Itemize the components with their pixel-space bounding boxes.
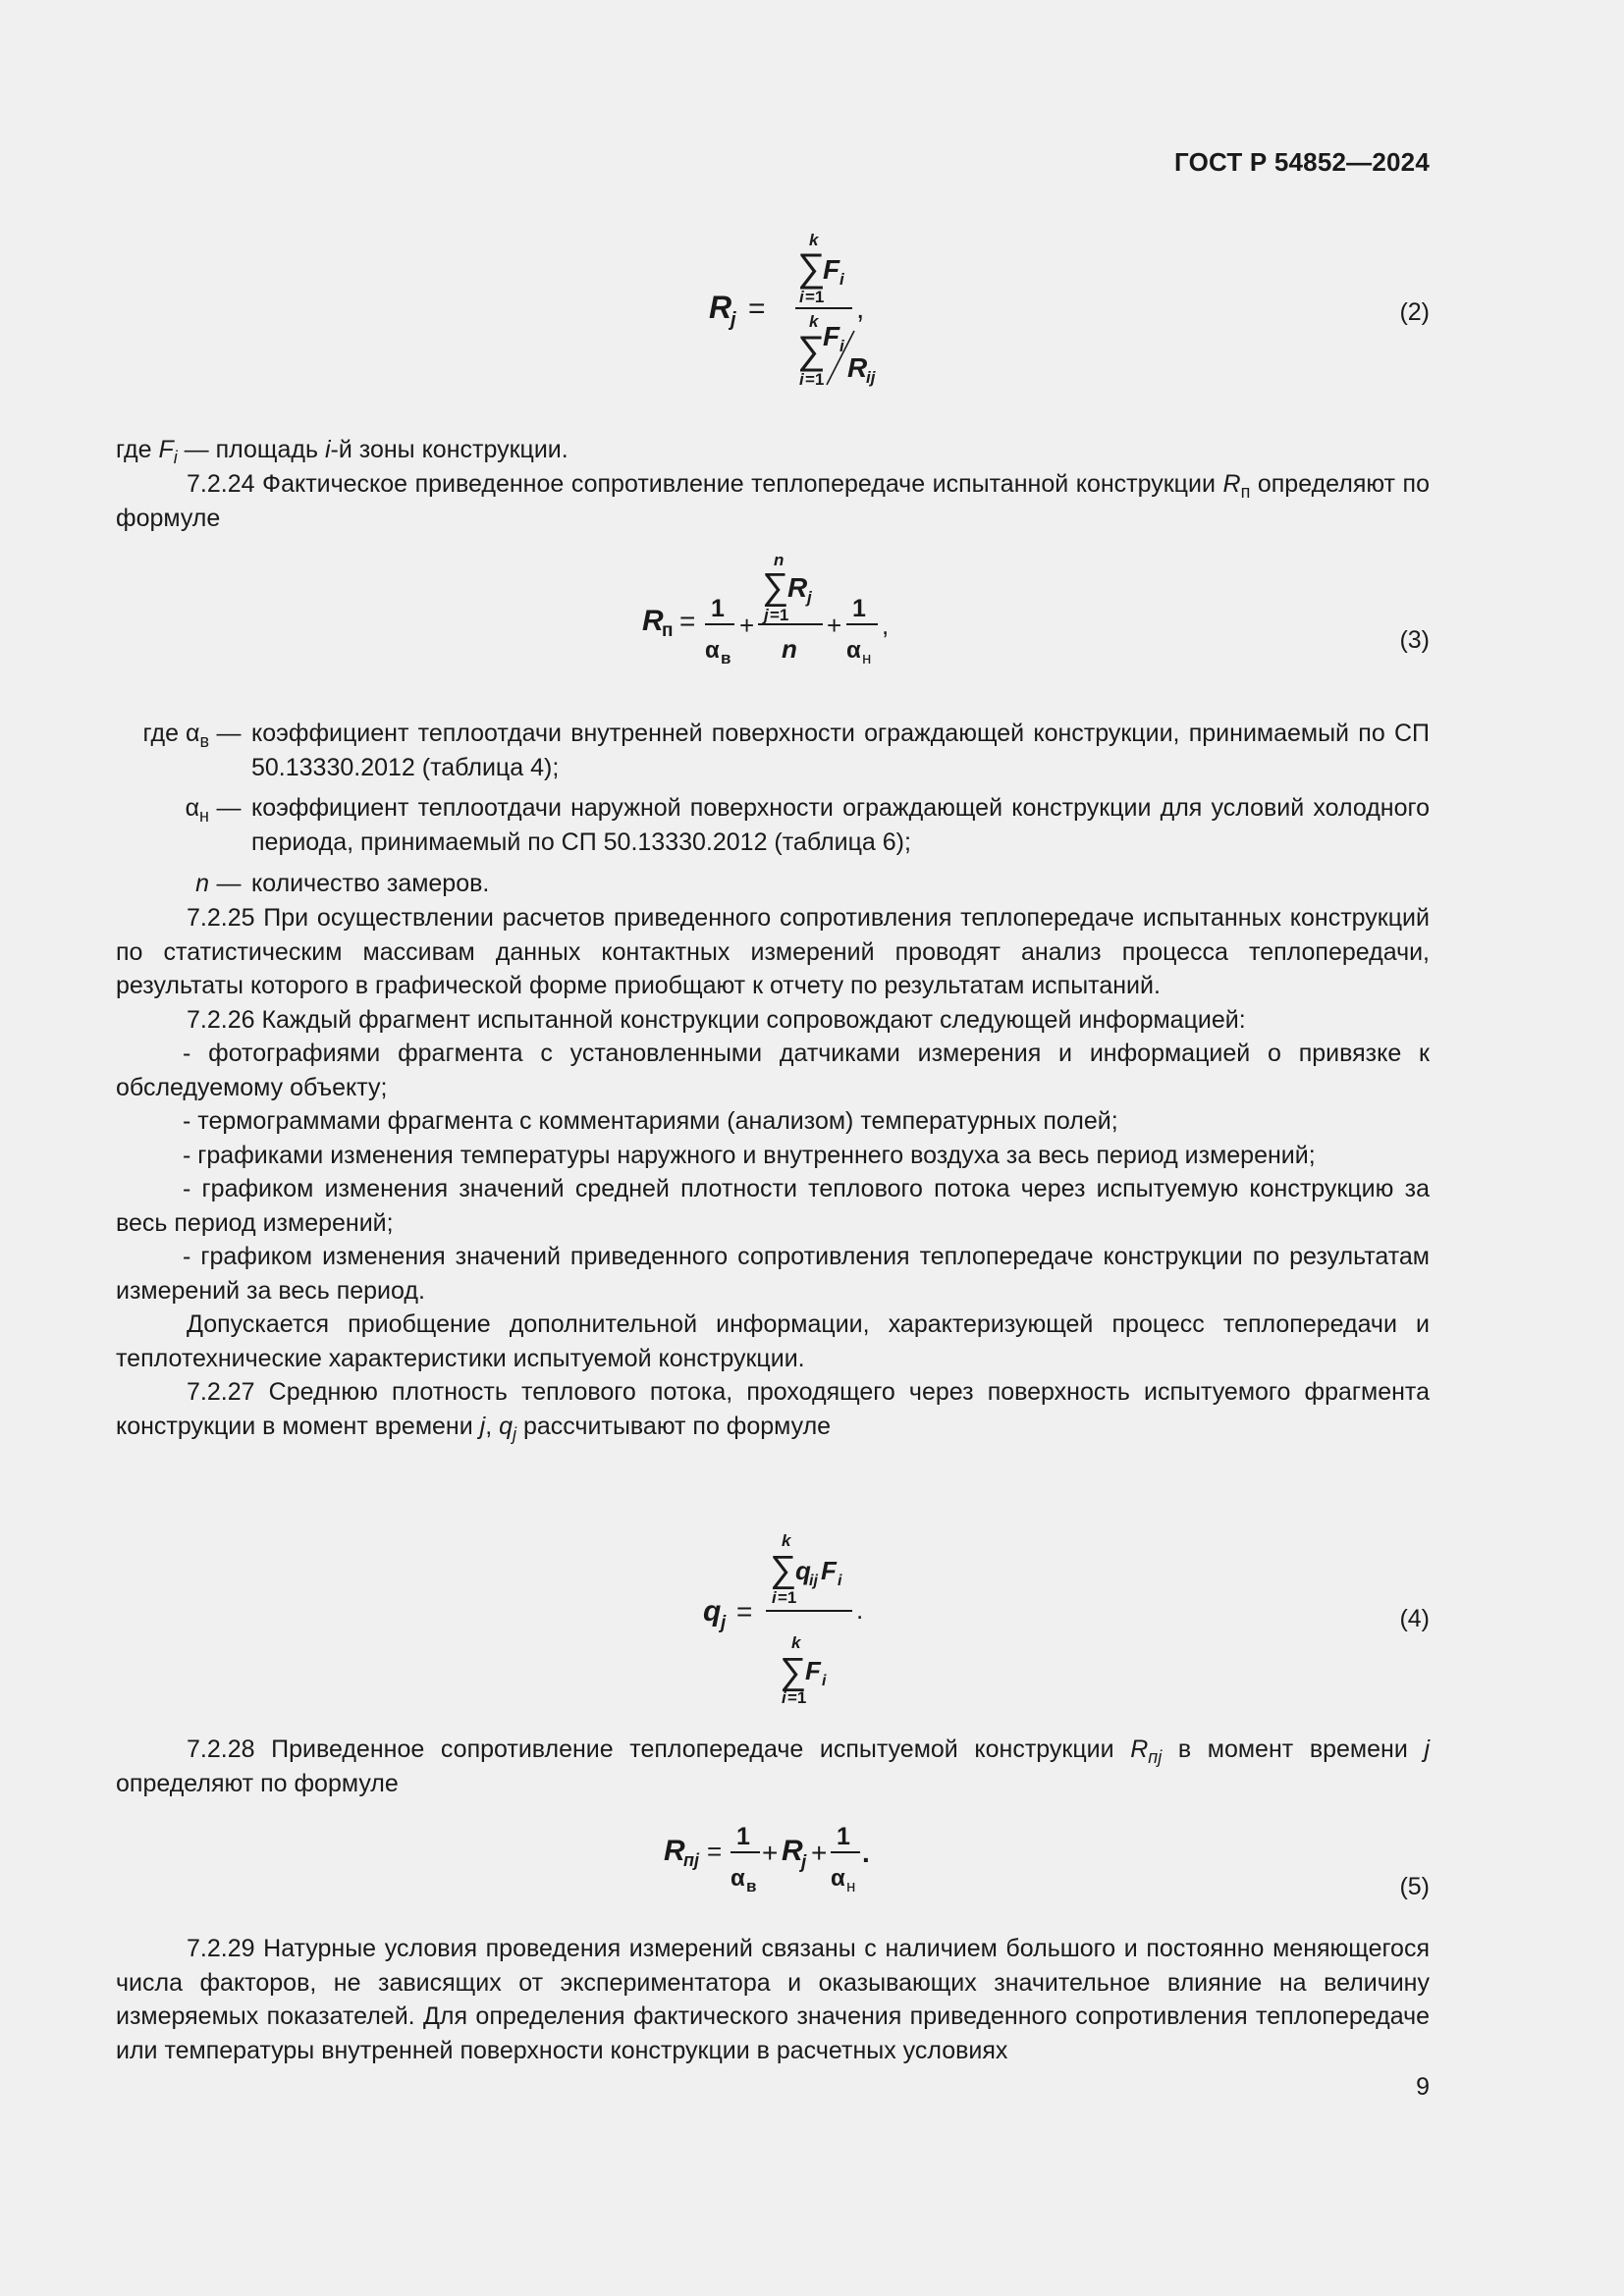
svg-text:j: j [801,1852,807,1873]
svg-text:=1: =1 [787,1688,807,1707]
svg-text:+: + [811,1838,828,1868]
svg-text:=: = [748,293,766,325]
formula-number: (5) [1399,1873,1430,1900]
svg-text:n: n [774,551,785,569]
svg-text:в: в [746,1877,757,1896]
formula-number: (3) [1399,626,1430,654]
svg-text:+: + [762,1838,779,1868]
formula-5-graphic [660,1811,915,1909]
svg-text:п: п [662,620,674,641]
svg-text:ij: ij [866,368,876,387]
svg-text:i: i [782,1688,786,1707]
svg-text:q: q [703,1595,722,1628]
paragraph-7-2-26: 7.2.26 Каждый фрагмент испытанной конструкции сопровождают следующей информацией: [187,1005,1246,1034]
paragraph-7-2-27: 7.2.27 Среднюю плотность теплового потока, проходящего через поверхность испытуемого фрагмента конструкции в момент времени j, $q_j$ рассчитывают по формуле [116,1378,1430,1444]
paragraph-7-2-29: 7.2.29 Натурные условия проведения измерений связаны с наличием большого и постоянно меняющегося числа факторов, не зависящих от экспериментатора и оказывающих значительное влияние на величину измеряемых показателей. Для определения фактического значения приведенного сопротивления теплопередаче или температуры внутренней поверхности конструкции в расчетных условиях [116,1935,1430,2064]
svg-text:=1: =1 [805,288,825,306]
svg-text:1: 1 [711,595,725,622]
svg-text:R: R [664,1835,685,1867]
svg-text:F: F [823,254,840,285]
paragraph-7-2-24: 7.2.24 Фактическое приведенное сопротивление теплопередаче испытанной конструкции $R_п$ определяют по формуле [116,470,1430,532]
formula-3 [116,550,1430,677]
svg-text:∑: ∑ [762,566,789,608]
svg-text:α: α [705,637,720,664]
formula-2-graphic [687,228,982,404]
svg-text:=: = [679,606,696,636]
svg-text:i: i [839,337,844,355]
svg-text:q: q [795,1556,811,1585]
svg-text:k: k [782,1531,791,1550]
svg-text:пj: пj [683,1850,699,1870]
svg-text:н: н [862,649,872,667]
list-item: - графиками изменения температуры наружного и внутреннего воздуха за весь период измерений; [183,1141,1316,1169]
svg-text:α: α [731,1865,745,1892]
list-item: - термограммами фрагмента с комментариями (анализом) температурных полей; [183,1107,1118,1135]
svg-text:R: R [787,572,808,603]
svg-text:∑: ∑ [770,1549,797,1590]
svg-text:i: i [772,1588,777,1607]
svg-text:1: 1 [837,1823,850,1850]
svg-text:R: R [847,352,868,383]
where-item-n: n — количество замеров. [195,870,490,897]
formula-2 [116,228,1430,404]
svg-text:i: i [838,1573,842,1589]
svg-text:+: + [739,611,755,640]
svg-text:=1: =1 [805,370,825,389]
svg-text:+: + [827,611,842,640]
svg-text:=1: =1 [778,1588,797,1607]
svg-text:.: . [862,1838,870,1868]
paragraph-allowed: Допускается приобщение дополнительной информации, характеризующей процесс теплопередачи и теплотехнические характеристики испытуемой конструкции. [116,1310,1430,1372]
formula-3-graphic [638,550,972,677]
formula-4 [116,1526,1430,1708]
svg-text:R: R [782,1835,803,1867]
where-item-alpha-v: где $\alpha_в$ — коэффициент теплоотдачи внутренней поверхности ограждающей конструкции, принимаемый по СП 50.13330.2012 (таблица 4); [142,720,1430,781]
svg-text:j: j [807,588,812,607]
svg-text:α: α [831,1865,845,1892]
svg-text:i: i [839,270,844,289]
svg-text:n: n [782,634,797,664]
page-number: 9 [1416,2073,1430,2101]
svg-text:=: = [736,1596,753,1627]
svg-text:в: в [721,649,731,667]
document-header: ГОСТ Р 54852—2024 [1174,147,1430,177]
svg-text:i: i [822,1673,827,1689]
svg-text:j: j [721,1613,727,1633]
list-item: - фотографиями фрагмента с установленными датчиками измерения и информацией о привязке к обследуемому объекту; [116,1040,1430,1101]
svg-text:α: α [846,637,861,664]
svg-text:F: F [823,321,840,351]
svg-text:=1: =1 [770,606,789,624]
body-block [116,901,1430,1443]
svg-text:j: j [731,309,736,331]
paragraph-7-2-28: 7.2.28 Приведенное сопротивление теплопередаче испытуемой конструкции $R_{пj}$ в момент времени j определяют по формуле [116,1735,1430,1797]
formula-number: (4) [1399,1605,1430,1632]
svg-text:,: , [856,293,865,325]
svg-text:1: 1 [852,595,866,622]
svg-text:F: F [805,1656,821,1685]
svg-text:i: i [799,288,804,306]
svg-text:F: F [821,1556,837,1585]
svg-text:i: i [799,370,804,389]
where-F-text: где $F_i$ — площадь i-й зоны конструкции. [116,436,568,467]
svg-text:∑: ∑ [797,329,826,372]
svg-text:k: k [791,1633,801,1652]
svg-text:R: R [642,605,664,637]
list-item: - графиком изменения значений приведенного сопротивления теплопередаче конструкции по результатам измерений за весь период. [116,1243,1430,1305]
svg-text:ij: ij [809,1573,818,1589]
svg-text:k: k [809,231,819,249]
svg-text:.: . [856,1595,864,1625]
formula-5 [116,1811,1430,1909]
svg-text:1: 1 [736,1823,750,1850]
where-item-alpha-n: $\alpha_н$ — коэффициент теплоотдачи наружной поверхности ограждающей конструкции для условий холодного периода, принимаемый по СП 50.13330.2012 (таблица 6); [185,794,1430,856]
svg-text:j: j [764,606,769,624]
formula-number: (2) [1399,298,1430,326]
svg-text:∑: ∑ [797,246,826,290]
list-item: - графиком изменения значений средней плотности теплового потока через испытуемую конструкцию за весь период измерений; [116,1175,1430,1237]
svg-text:=: = [707,1837,723,1866]
svg-text:R: R [709,290,732,325]
formula-4-graphic [695,1526,990,1708]
svg-text:∑: ∑ [780,1651,807,1692]
svg-text:k: k [809,312,819,331]
svg-text:,: , [882,611,890,640]
paragraph-7-2-25: 7.2.25 При осуществлении расчетов приведенного сопротивления теплопередаче испытанных конструкций по статистическим массивам данных контактных измерений проводят анализ процесса теплопередачи, результаты которого в графической форме приобщают к отчету по результатам испытаний. [116,904,1430,999]
svg-text:н: н [846,1877,856,1896]
